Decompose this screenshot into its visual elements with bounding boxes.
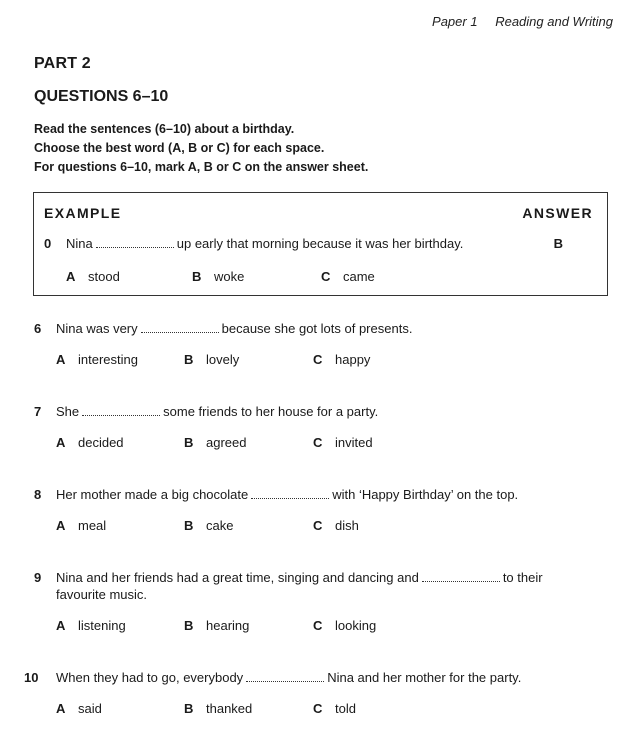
- option-a[interactable]: A meal: [56, 518, 107, 533]
- option-c[interactable]: C dish: [313, 518, 359, 533]
- question-10: 10 When they had to go, everybody Nina and her mother for the party.: [24, 670, 522, 685]
- option-c: C came: [321, 269, 375, 284]
- question-9: 9 Nina and her friends had a great time, singing and dancing and to their favourite music.: [34, 569, 594, 603]
- example-question: [44, 236, 463, 251]
- question-number: 6: [34, 321, 42, 336]
- question-10-options: [56, 701, 456, 719]
- example-text-after: up early that morning because it was her birthday.: [176, 236, 464, 251]
- question-8: 8 Her mother made a big chocolate with ‘Happy Birthday’ on the top.: [34, 487, 519, 502]
- answer-blank: [422, 572, 500, 582]
- question-9-options: [56, 618, 456, 636]
- option-b[interactable]: B thanked: [184, 701, 253, 716]
- instruction-line: Choose the best word (A, B or C) for each space.: [34, 141, 325, 155]
- answer-blank: [141, 323, 219, 333]
- question-number: 9: [34, 570, 42, 585]
- question-9-line2: favourite music.: [56, 587, 148, 602]
- example-box: [33, 192, 608, 296]
- option-a[interactable]: A said: [56, 701, 102, 716]
- question-7: 7 She some friends to her house for a party.: [34, 404, 379, 419]
- part-title: PART 2: [34, 55, 91, 72]
- option-a: A stood: [66, 269, 120, 284]
- instruction-line: For questions 6–10, mark A, B or C on the answer sheet.: [34, 160, 369, 174]
- option-c[interactable]: C told: [313, 701, 356, 716]
- instructions: [34, 120, 368, 177]
- example-label: EXAMPLE: [44, 205, 122, 221]
- option-c[interactable]: C invited: [313, 435, 373, 450]
- answer-blank: [246, 672, 324, 682]
- answer-blank: [82, 406, 160, 416]
- option-b[interactable]: B agreed: [184, 435, 247, 450]
- questions-title: QUESTIONS 6–10: [34, 88, 169, 105]
- option-a[interactable]: A decided: [56, 435, 124, 450]
- option-b: B woke: [192, 269, 245, 284]
- question-8-options: [56, 518, 456, 536]
- question-6: 6 Nina was very because she got lots of presents.: [34, 321, 413, 336]
- option-b[interactable]: B lovely: [184, 352, 240, 367]
- question-6-options: [56, 352, 456, 370]
- paper-label: Paper 1: [432, 14, 478, 29]
- question-number: 10: [24, 670, 39, 685]
- answer-label: ANSWER: [522, 205, 593, 221]
- example-answer: B: [553, 236, 563, 251]
- section-label: Reading and Writing: [495, 14, 613, 29]
- option-c[interactable]: C looking: [313, 618, 377, 633]
- question-number: 8: [34, 487, 42, 502]
- example-text-before: Nina: [66, 236, 93, 251]
- option-a[interactable]: A interesting: [56, 352, 138, 367]
- option-c[interactable]: C happy: [313, 352, 371, 367]
- question-7-options: [56, 435, 456, 453]
- option-b[interactable]: B cake: [184, 518, 234, 533]
- example-number: 0: [44, 236, 52, 251]
- option-b[interactable]: B hearing: [184, 618, 250, 633]
- question-number: 7: [34, 404, 42, 419]
- instruction-line: Read the sentences (6–10) about a birthday.: [34, 122, 295, 136]
- example-options: [66, 269, 466, 287]
- page-header: [432, 14, 613, 29]
- answer-blank: [96, 238, 174, 248]
- option-a[interactable]: A listening: [56, 618, 126, 633]
- answer-blank: [251, 489, 329, 499]
